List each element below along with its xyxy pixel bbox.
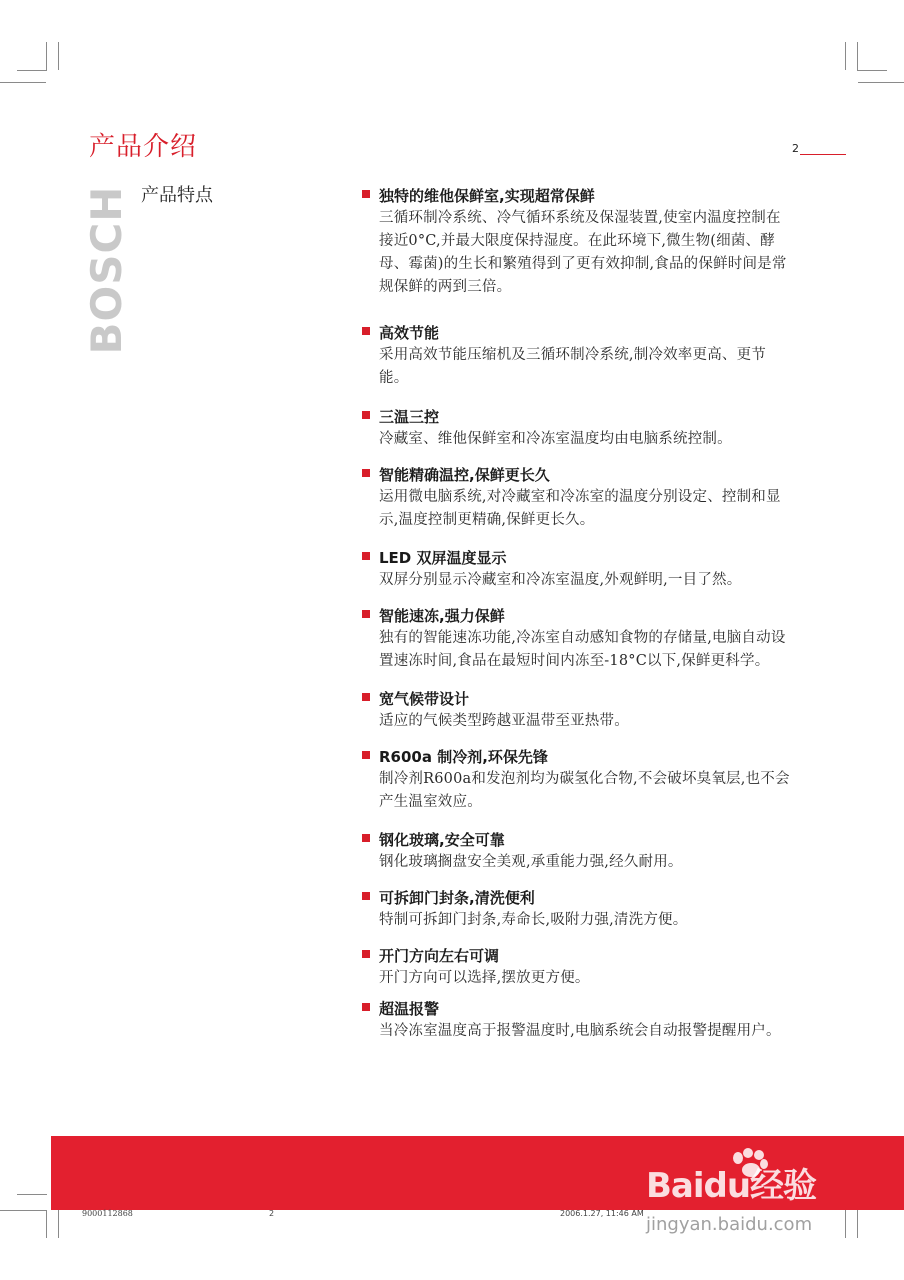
bullet-square-icon: [362, 693, 370, 701]
bullet-square-icon: [362, 1003, 370, 1011]
feature-title: 三温三控: [379, 408, 440, 426]
feature-description: 三循环制冷系统、冷气循环系统及保湿装置,使室内温度控制在接近0°C,并最大限度保持湿度。在此环境下,微生物(细菌、酵母、霉菌)的生长和繁殖得到了更有效抑制,食品的保鲜时间是常规保鲜的两到三倍。: [379, 210, 787, 295]
crop-mark: [58, 1210, 59, 1238]
feature-item: [362, 322, 792, 390]
feature-item: [362, 605, 792, 673]
feature-item: [362, 464, 792, 532]
feature-title: 高效节能: [379, 324, 440, 342]
bullet-square-icon: [362, 834, 370, 842]
crop-mark: [857, 70, 887, 71]
footer-page: 2: [269, 1209, 275, 1218]
feature-description: 特制可拆卸门封条,寿命长,吸附力强,清洗方便。: [379, 912, 688, 928]
feature-item: [362, 406, 792, 451]
bosch-logo-text: BOSCH: [82, 185, 131, 355]
feature-title: LED 双屏温度显示: [379, 549, 507, 567]
feature-description: 制冷剂R600a和发泡剂均为碳氢化合物,不会破坏臭氧层,也不会产生温室效应。: [379, 771, 790, 810]
feature-description: 钢化玻璃搁盘安全美观,承重能力强,经久耐用。: [379, 854, 683, 870]
feature-list: [362, 185, 792, 1043]
crop-mark: [858, 82, 904, 83]
bullet-square-icon: [362, 751, 370, 759]
crop-mark: [17, 70, 47, 71]
section-title: 产品特点: [141, 185, 213, 206]
feature-description: 独有的智能速冻功能,冷冻室自动感知食物的存储量,电脑自动设置速冻时间,食品在最短时间内冻至-18°C以下,保鲜更科学。: [379, 630, 786, 669]
bullet-square-icon: [362, 411, 370, 419]
crop-mark: [58, 42, 59, 70]
crop-mark: [0, 82, 46, 83]
feature-title: 智能速冻,强力保鲜: [379, 607, 505, 625]
feature-description: 双屏分别显示冷藏室和冷冻室温度,外观鲜明,一目了然。: [379, 572, 742, 588]
feature-description: 开门方向可以选择,摆放更方便。: [379, 970, 590, 986]
crop-mark: [857, 42, 858, 70]
crop-mark: [857, 1210, 858, 1238]
feature-item: [362, 829, 792, 874]
bullet-square-icon: [362, 469, 370, 477]
footer-date: 2006.1.27, 11:46 AM: [560, 1209, 644, 1218]
bosch-logo: [82, 185, 131, 355]
feature-item: [362, 547, 792, 592]
feature-title: 超温报警: [379, 1000, 440, 1018]
baidu-watermark: [646, 1148, 856, 1238]
baidu-url: jingyan.baidu.com: [646, 1214, 813, 1235]
feature-item: [362, 887, 792, 932]
bullet-square-icon: [362, 950, 370, 958]
bullet-square-icon: [362, 327, 370, 335]
feature-title: 宽气候带设计: [379, 690, 470, 708]
feature-item: [362, 688, 792, 733]
feature-description: 运用微电脑系统,对冷藏室和冷冻室的温度分别设定、控制和显示,温度控制更精确,保鲜更长久。: [379, 489, 781, 528]
page-number: 2: [792, 142, 799, 155]
bullet-square-icon: [362, 892, 370, 900]
crop-mark: [845, 42, 846, 70]
bullet-square-icon: [362, 190, 370, 198]
bullet-square-icon: [362, 610, 370, 618]
bullet-square-icon: [362, 552, 370, 560]
feature-description: 冷藏室、维他保鲜室和冷冻室温度均由电脑系统控制。: [379, 431, 732, 447]
feature-description: 采用高效节能压缩机及三循环制冷系统,制冷效率更高、更节能。: [379, 347, 767, 386]
page-title: 产品介绍: [89, 132, 198, 162]
crop-mark: [46, 1210, 47, 1238]
feature-title: 可拆卸门封条,清洗便利: [379, 889, 535, 907]
feature-title: 开门方向左右可调: [379, 947, 500, 965]
feature-description: 适应的气候类型跨越亚温带至亚热带。: [379, 713, 629, 729]
page-number-rule: [800, 154, 846, 155]
feature-item: [362, 746, 792, 814]
feature-description: 当冷冻室温度高于报警温度时,电脑系统会自动报警提醒用户。: [379, 1023, 781, 1039]
footer-code: 9000112868: [82, 1209, 133, 1218]
crop-mark: [0, 1210, 46, 1211]
feature-title: R600a 制冷剂,环保先锋: [379, 748, 548, 766]
feature-title: 钢化玻璃,安全可靠: [379, 831, 505, 849]
feature-title: 智能精确温控,保鲜更长久: [379, 466, 550, 484]
crop-mark: [17, 1194, 47, 1195]
feature-item: [362, 945, 792, 990]
feature-item: [362, 998, 792, 1043]
crop-mark: [46, 42, 47, 70]
feature-item: [362, 185, 792, 299]
baidu-logo-text: Baidu经验: [646, 1166, 817, 1206]
feature-title: 独特的维他保鲜室,实现超常保鲜: [379, 187, 595, 205]
